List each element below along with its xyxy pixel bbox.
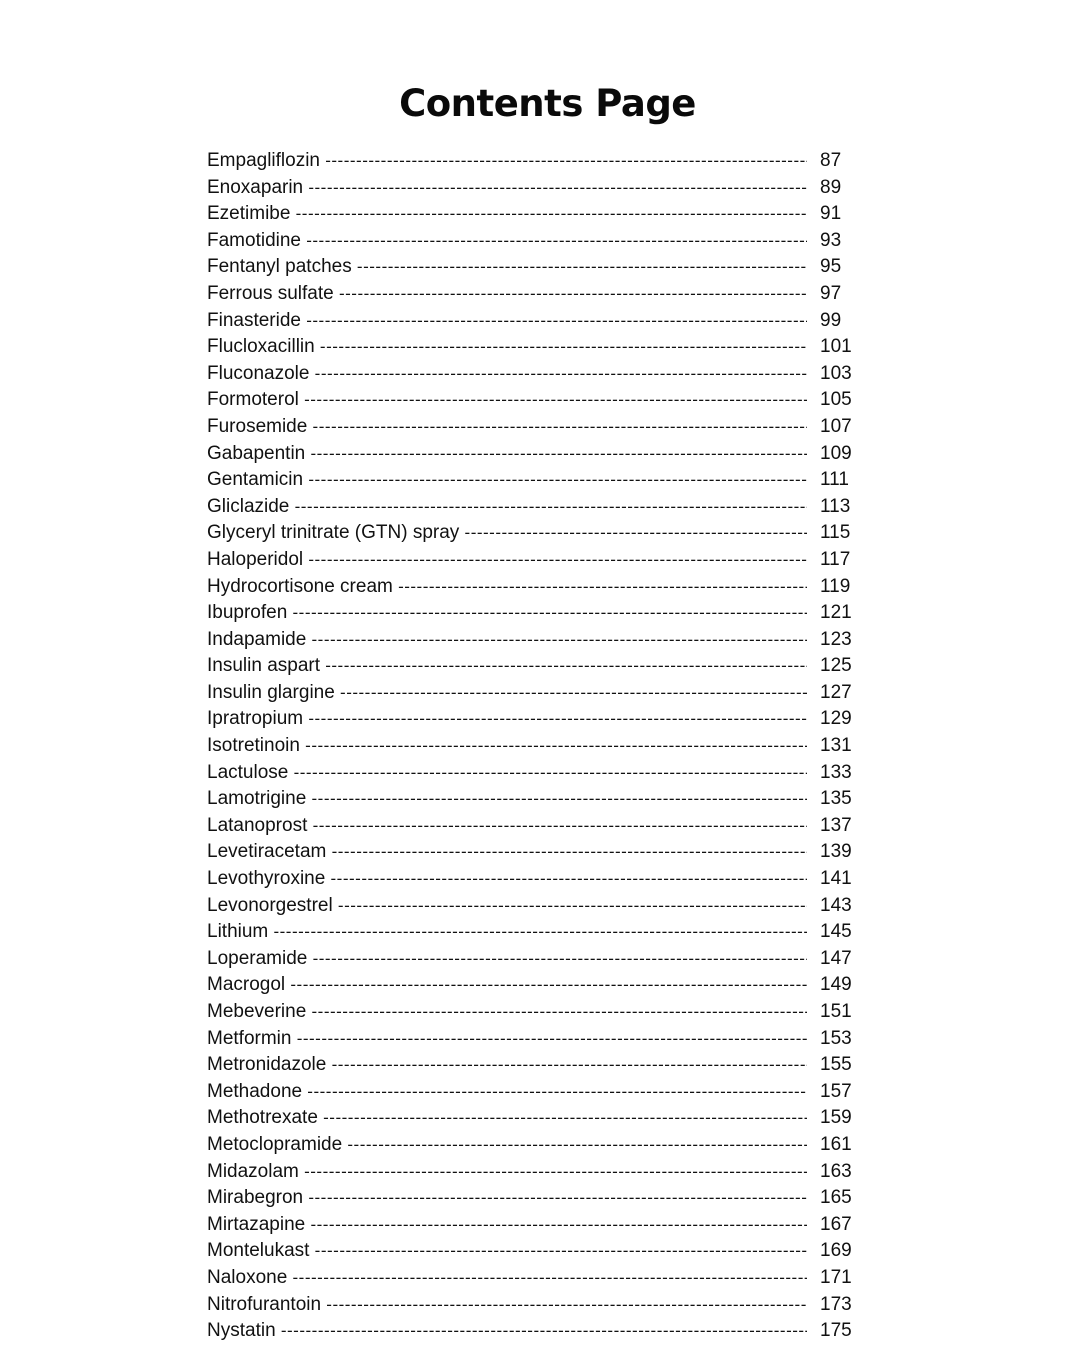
toc-page-number: 129 — [820, 708, 852, 730]
toc-entry-name: Methadone ----- — [207, 1079, 807, 1106]
toc-entry-row — [207, 1238, 867, 1265]
toc-entry-name: Metoclopramide ----- — [207, 1132, 807, 1159]
toc-entry-row — [207, 361, 867, 388]
toc-entry-row — [207, 627, 867, 654]
toc-page-number: 131 — [820, 735, 852, 757]
toc-entry-row — [207, 653, 867, 680]
toc-entry-name: Ezetimibe ----- — [207, 201, 807, 228]
toc-page-number: 87 — [820, 150, 842, 171]
toc-entry-name: Loperamide ----- — [207, 946, 807, 973]
toc-page-number: 95 — [820, 256, 842, 278]
table-of-contents — [207, 148, 867, 1345]
toc-entry-name: Ferrous sulfate ----- — [207, 281, 807, 308]
toc-page-number: 165 — [820, 1187, 852, 1209]
toc-entry-row — [207, 972, 867, 999]
toc-entry-name: Gabapentin ----- — [207, 441, 807, 468]
toc-entry-row — [207, 228, 867, 255]
toc-entry-name: Empagliflozin ----- — [207, 148, 807, 175]
toc-page-number: 143 — [820, 894, 852, 916]
toc-page-number: 91 — [820, 203, 842, 225]
toc-page-number: 111 — [820, 469, 849, 491]
toc-entry-row — [207, 547, 867, 574]
toc-entry-row — [207, 919, 867, 946]
toc-entry-row — [207, 733, 867, 760]
toc-entry-row — [207, 893, 867, 920]
toc-page-number: 153 — [820, 1027, 852, 1049]
toc-entry-name: Montelukast ----- — [207, 1238, 807, 1265]
toc-entry-row — [207, 494, 867, 521]
toc-entry-row — [207, 1318, 867, 1345]
toc-entry-name: Indapamide ----- — [207, 627, 807, 654]
toc-page-number: 97 — [820, 282, 842, 304]
page-title: Contents Page — [399, 82, 696, 125]
toc-entry-row — [207, 760, 867, 787]
toc-page-number: 137 — [820, 814, 852, 836]
toc-page-number: 89 — [820, 176, 842, 198]
toc-entry-name: Insulin glargine ----- — [207, 680, 807, 707]
toc-entry-row — [207, 254, 867, 281]
toc-entry-name: Isotretinoin ----- — [207, 733, 807, 760]
toc-page-number: 135 — [820, 788, 852, 810]
toc-entry-row — [207, 441, 867, 468]
toc-entry-row — [207, 201, 867, 228]
toc-page-number: 123 — [820, 628, 852, 650]
toc-page-number: 113 — [820, 495, 851, 517]
toc-entry-row — [207, 946, 867, 973]
toc-page-number: 169 — [820, 1240, 852, 1262]
toc-page-number: 125 — [820, 655, 852, 677]
toc-entry-name: Finasteride ----- — [207, 308, 807, 335]
toc-page-number: 121 — [820, 602, 852, 624]
toc-page-number: 127 — [820, 681, 852, 703]
toc-entry-name: Formoterol ----- — [207, 387, 807, 414]
toc-entry-name: Hydrocortisone cream ----- — [207, 574, 807, 601]
toc-entry-name: Levonorgestrel ----- — [207, 893, 807, 920]
toc-entry-name: Naloxone ----- — [207, 1265, 807, 1292]
toc-entry-name: Furosemide ----- — [207, 414, 807, 441]
toc-entry-name: Levothyroxine ----- — [207, 866, 807, 893]
toc-entry-name: Midazolam ----- — [207, 1159, 807, 1186]
toc-entry-row — [207, 1052, 867, 1079]
toc-entry-name: Levetiracetam ----- — [207, 839, 807, 866]
toc-entry-name: Mirtazapine ----- — [207, 1212, 807, 1239]
toc-entry-name: Ipratropium ----- — [207, 706, 807, 733]
toc-entry-row — [207, 1105, 867, 1132]
toc-entry-row — [207, 1292, 867, 1319]
toc-entry-name: Enoxaparin ----- — [207, 175, 807, 202]
toc-entry-name: Lactulose ----- — [207, 760, 807, 787]
toc-entry-row — [207, 520, 867, 547]
toc-page-number: 157 — [820, 1080, 852, 1102]
toc-entry-row — [207, 839, 867, 866]
toc-page-number: 155 — [820, 1054, 852, 1076]
toc-entry-name: Methotrexate ----- — [207, 1105, 807, 1132]
toc-page-number: 105 — [820, 389, 852, 411]
toc-page-number: 147 — [820, 947, 852, 969]
toc-entry-name: Famotidine ----- — [207, 228, 807, 255]
toc-entry-name: Lithium ----- — [207, 919, 807, 946]
toc-entry-row — [207, 600, 867, 627]
toc-entry-name: Gentamicin ----- — [207, 467, 807, 494]
toc-entry-name: Mebeverine ----- — [207, 999, 807, 1026]
toc-page-number: 171 — [820, 1266, 852, 1288]
toc-page-number: 173 — [820, 1293, 852, 1315]
toc-page-number: 101 — [820, 336, 852, 358]
toc-page-number: 139 — [820, 841, 852, 863]
toc-entry-row — [207, 1212, 867, 1239]
toc-entry-row — [207, 1079, 867, 1106]
toc-entry-name: Nystatin ----- — [207, 1318, 807, 1345]
toc-page-number: 93 — [820, 229, 842, 251]
toc-page-number: 151 — [820, 1001, 852, 1022]
toc-entry-name: Nitrofurantoin ----- — [207, 1292, 807, 1319]
toc-entry-row — [207, 680, 867, 707]
toc-page-number: 99 — [820, 309, 842, 331]
toc-entry-row — [207, 1265, 867, 1292]
toc-entry-row — [207, 148, 867, 175]
toc-entry-row — [207, 813, 867, 840]
toc-page-number: 145 — [820, 921, 852, 943]
toc-page-number: 141 — [820, 868, 852, 890]
toc-page-number: 109 — [820, 442, 852, 464]
toc-page-number: 163 — [820, 1160, 852, 1182]
toc-entry-name: Fentanyl patches ----- — [207, 254, 807, 281]
toc-entry-name: Mirabegron ----- — [207, 1185, 807, 1212]
toc-entry-row — [207, 175, 867, 202]
toc-entry-name: Fluconazole ----- — [207, 361, 807, 388]
toc-entry-name: Haloperidol ----- — [207, 547, 807, 574]
toc-page-number: 167 — [820, 1213, 852, 1235]
toc-page-number: 161 — [820, 1133, 852, 1155]
toc-page-number: 159 — [820, 1107, 852, 1129]
toc-entry-name: Metronidazole ----- — [207, 1052, 807, 1079]
toc-entry-row — [207, 1026, 867, 1053]
toc-entry-row — [207, 414, 867, 441]
toc-entry-row — [207, 467, 867, 494]
toc-entry-row — [207, 1132, 867, 1159]
toc-page-number: 149 — [820, 974, 852, 996]
toc-entry-name: Ibuprofen ----- — [207, 600, 807, 627]
toc-page-number: 133 — [820, 761, 852, 783]
toc-page-number: 175 — [820, 1320, 852, 1342]
toc-entry-row — [207, 281, 867, 308]
toc-entry-row — [207, 866, 867, 893]
toc-entry-name: Insulin aspart ----- — [207, 653, 807, 680]
toc-entry-name: Glyceryl trinitrate (GTN) spray ----- — [207, 520, 807, 547]
toc-entry-row — [207, 574, 867, 601]
toc-page-number: 103 — [820, 362, 852, 384]
toc-entry-name: Latanoprost ----- — [207, 813, 807, 840]
toc-entry-name: Lamotrigine ----- — [207, 786, 807, 813]
toc-entry-row — [207, 999, 867, 1026]
toc-entry-row — [207, 706, 867, 733]
toc-page-number: 117 — [820, 548, 851, 570]
toc-entry-row — [207, 1185, 867, 1212]
toc-entry-row — [207, 387, 867, 414]
toc-entry-row — [207, 334, 867, 361]
toc-entry-row — [207, 786, 867, 813]
toc-entry-name: Macrogol ----- — [207, 972, 807, 999]
toc-entry-name: Flucloxacillin ----- — [207, 334, 807, 361]
toc-entry-name: Metformin ----- — [207, 1026, 807, 1053]
toc-entry-row — [207, 1159, 867, 1186]
toc-entry-row — [207, 308, 867, 335]
toc-page-number: 115 — [820, 522, 851, 544]
toc-page-number: 107 — [820, 415, 852, 437]
toc-page-number: 119 — [820, 575, 851, 597]
toc-entry-name: Gliclazide ----- — [207, 494, 807, 521]
